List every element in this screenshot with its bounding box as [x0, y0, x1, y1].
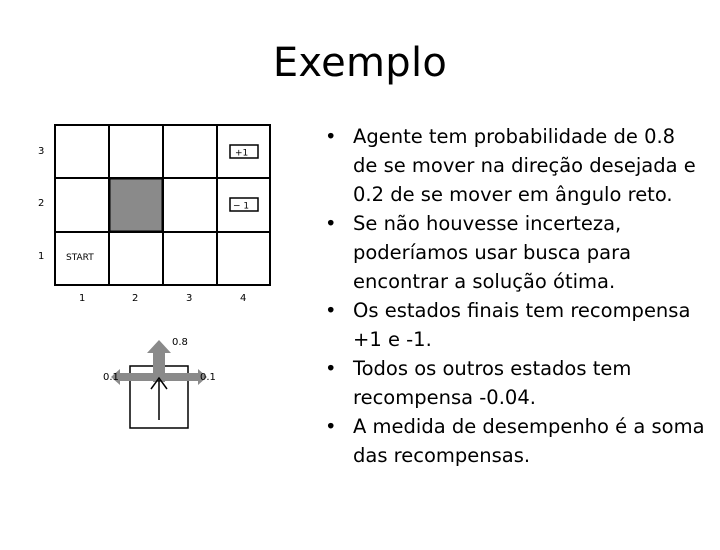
- bullet-list: [325, 122, 705, 470]
- col-label-3: 3: [186, 293, 193, 304]
- left-prob-label: 0.1: [103, 372, 119, 383]
- forward-prob-label: 0.8: [172, 337, 188, 348]
- gridworld-diagram: [20, 110, 320, 550]
- start-label: START: [66, 253, 94, 263]
- row-label-2: 2: [38, 198, 45, 209]
- terminal-minus-label: − 1: [233, 201, 250, 212]
- right-prob-label: 0.1: [200, 372, 216, 383]
- bullet-item: • Se não houvesse incerteza, poderíamos usar busca para encontrar a solução ótima.: [325, 209, 705, 296]
- col-label-2: 2: [132, 293, 139, 304]
- col-label-1: 1: [79, 293, 86, 304]
- transition-diagram: [103, 337, 216, 428]
- row-label-1: 1: [38, 251, 45, 262]
- bullet-item: • Todos os outros estados tem recompensa -0.04.: [325, 354, 705, 412]
- row-label-3: 3: [38, 146, 45, 157]
- slide-title: Exemplo: [272, 40, 448, 86]
- col-label-4: 4: [240, 293, 247, 304]
- bullet-item: • Os estados finais tem recompensa +1 e -1.: [325, 296, 705, 354]
- bullet-item: • Agente tem probabilidade de 0.8 de se mover na direção desejada e 0.2 de se mover em ângulo reto.: [325, 122, 705, 209]
- terminal-plus-label: +1: [235, 148, 249, 159]
- bullet-item: • A medida de desempenho é a soma das recompensas.: [325, 412, 705, 470]
- wall-cell: [110, 179, 162, 231]
